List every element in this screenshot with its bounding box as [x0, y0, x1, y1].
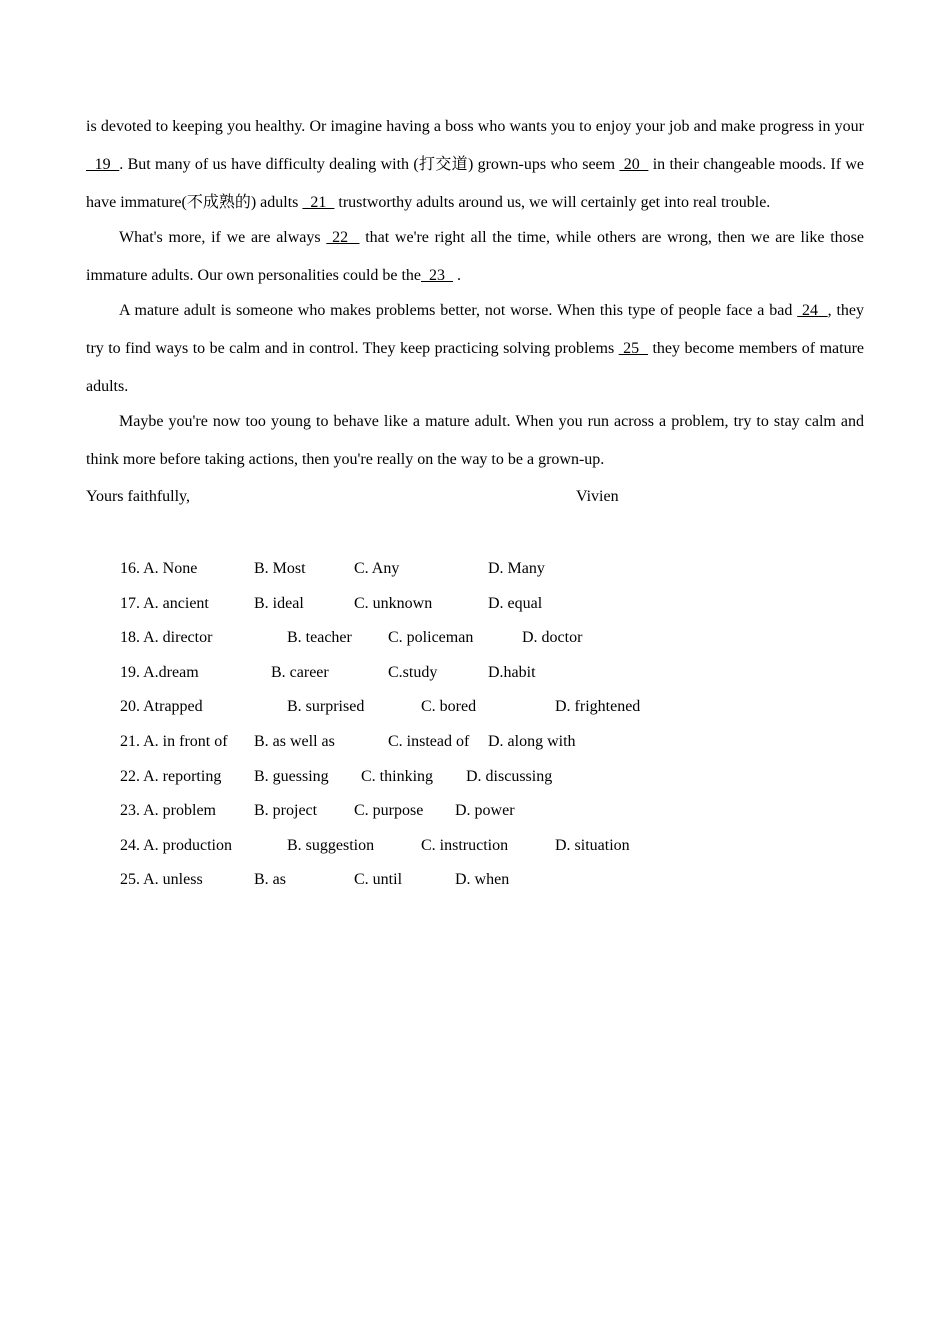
passage	[86, 108, 864, 514]
paragraph-4: Maybe you're now too young to behave like a mature adult. When you run across a problem, try to stay calm and think more before taking actions, then you're really on the way to be a grown-up.	[86, 413, 864, 468]
option-d: D. equal	[488, 594, 543, 612]
option-b: B. guessing	[254, 767, 329, 785]
option-c: C. unknown	[354, 594, 433, 612]
option-b: B. Most	[254, 560, 306, 577]
p2-text-1: What's more, if we are always	[119, 229, 327, 246]
option-a: 16. A. None	[120, 560, 198, 577]
option-c: C. policeman	[388, 629, 474, 647]
paragraph-3	[86, 292, 864, 406]
option-c: C. instead of	[388, 732, 470, 750]
option-c: C. Any	[354, 560, 400, 577]
blank-22: 22	[326, 229, 360, 246]
blank-25: 25	[618, 340, 649, 357]
blank-20: 20	[619, 156, 649, 173]
option-a: 18. A. director	[120, 629, 213, 647]
p2-text-2: that we're right all the time, while others are wrong, then we are like those immature adults. Our own personalities could be the	[86, 229, 864, 284]
paragraph-1	[86, 108, 864, 222]
p2-text-3: .	[453, 267, 462, 284]
option-c: C.study	[388, 663, 438, 681]
option-c: C. bored	[421, 698, 477, 716]
option-d: D.habit	[488, 663, 536, 681]
option-b: B. suggestion	[287, 836, 375, 854]
option-b: B. surprised	[287, 698, 365, 716]
option-a: 25. A. unless	[120, 871, 203, 889]
p3-text-2: , they try to find ways to be calm and in control. They keep practicing solving problems	[86, 302, 865, 357]
option-d: D. discussing	[466, 767, 553, 785]
option-d: D. when	[455, 871, 510, 889]
option-c: C. instruction	[421, 836, 509, 854]
p3-text-3: they become members of mature adults.	[86, 340, 865, 395]
option-d: D. doctor	[522, 629, 583, 647]
option-a: 17. A. ancient	[120, 594, 209, 612]
p3-text-1: A mature adult is someone who makes problems better, not worse. When this type of people face a bad	[119, 302, 798, 319]
option-d: D. situation	[555, 836, 630, 854]
option-b: B. ideal	[254, 594, 304, 612]
option-a: 23. A. problem	[120, 802, 216, 820]
closing-text: Yours faithfully,	[86, 488, 191, 505]
p1-text-3: in their changeable moods. If we have immature(不成熟的) adults	[86, 156, 865, 211]
blank-19: 19	[86, 156, 120, 173]
option-a: 24. A. production	[120, 836, 232, 854]
option-b: B. career	[271, 663, 329, 681]
p1-text-4: trustworthy adults around us, we will certainly get into real trouble.	[334, 194, 771, 211]
option-d: D. power	[455, 802, 515, 820]
signature-name: Vivien	[576, 488, 619, 505]
blank-23: 23	[421, 267, 454, 284]
option-a: 20. Atrapped	[120, 698, 203, 716]
option-b: B. as well as	[254, 732, 335, 750]
option-d: D. Many	[488, 560, 545, 577]
option-d: D. frightened	[555, 698, 641, 716]
option-b: B. as	[254, 871, 286, 889]
option-c: C. until	[354, 871, 403, 889]
p1-text-1: is devoted to keeping you healthy. Or imagine having a boss who wants you to enjoy your job and make progress in your	[86, 118, 864, 135]
option-b: B. teacher	[287, 629, 352, 647]
option-a: 22. A. reporting	[120, 767, 222, 785]
blank-24: 24	[797, 302, 828, 319]
option-c: C. purpose	[354, 802, 424, 820]
blank-21: 21	[302, 194, 335, 211]
paragraph-2	[86, 219, 864, 295]
option-b: B. project	[254, 802, 318, 820]
option-a: 21. A. in front of	[120, 732, 228, 750]
option-c: C. thinking	[361, 767, 434, 785]
option-a: 19. A.dream	[120, 663, 199, 681]
option-d: D. along with	[488, 732, 576, 750]
letter-closing	[86, 479, 864, 514]
p1-text-2: . But many of us have difficulty dealing with (打交道) grown-ups who seem	[119, 156, 620, 173]
